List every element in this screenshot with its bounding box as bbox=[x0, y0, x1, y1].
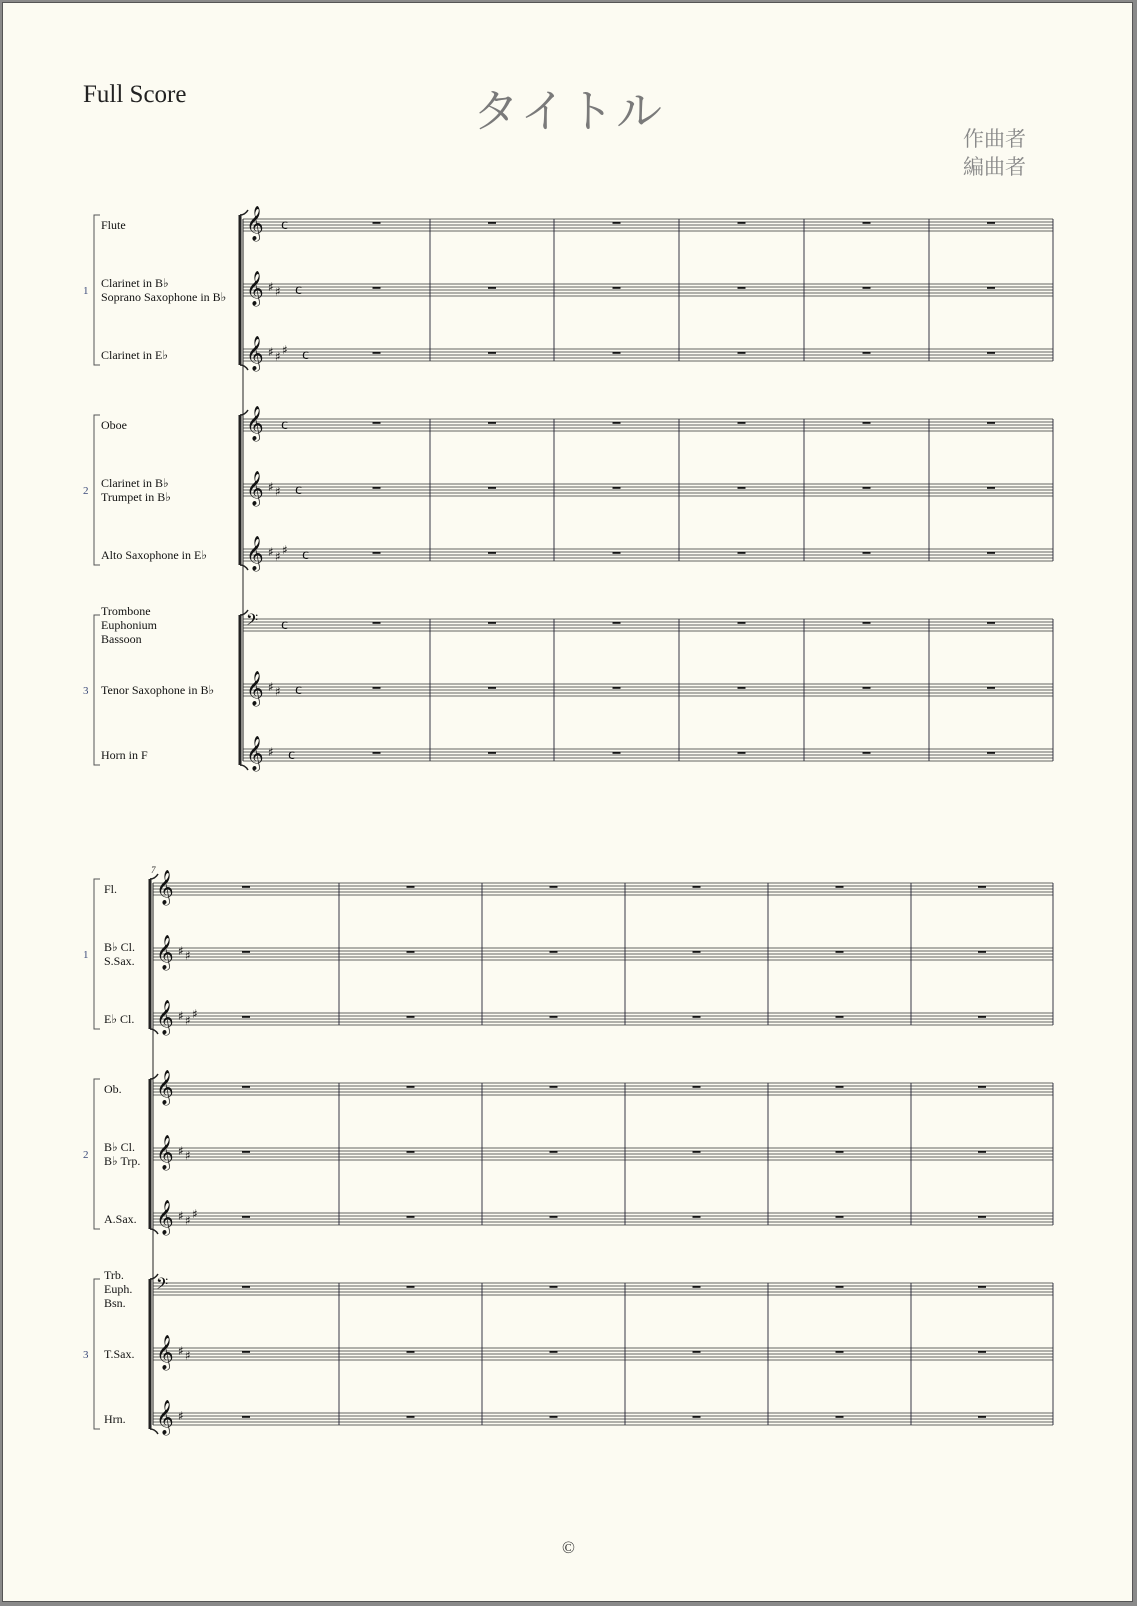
whole-rest bbox=[693, 1086, 701, 1088]
whole-rest bbox=[836, 1151, 844, 1153]
treble-clef: 𝄞 bbox=[246, 536, 264, 571]
whole-rest bbox=[407, 1151, 415, 1153]
composer-name: 作曲者 bbox=[963, 127, 1026, 151]
whole-rest bbox=[978, 886, 986, 888]
whole-rest bbox=[863, 222, 871, 224]
whole-rest bbox=[738, 287, 746, 289]
instrument-name: Trumpet in B♭ bbox=[101, 490, 171, 504]
time-signature: c bbox=[288, 748, 296, 763]
key-sharp: ♯ bbox=[275, 284, 281, 299]
instrument-name: Trb. bbox=[104, 1268, 124, 1282]
whole-rest bbox=[978, 1216, 986, 1218]
whole-rest bbox=[836, 1416, 844, 1418]
group-brace bbox=[94, 215, 100, 365]
whole-rest bbox=[978, 1286, 986, 1288]
instrument-name: E♭ Cl. bbox=[104, 1012, 135, 1026]
key-sharp: ♯ bbox=[268, 680, 274, 694]
measure-number: 7 bbox=[151, 865, 156, 875]
treble-clef: 𝄞 bbox=[156, 1335, 174, 1370]
group-brace bbox=[94, 615, 100, 765]
whole-rest bbox=[738, 352, 746, 354]
whole-rest bbox=[373, 222, 381, 224]
whole-rest bbox=[488, 752, 496, 754]
time-signature: c bbox=[281, 418, 289, 433]
treble-clef: 𝄞 bbox=[156, 1400, 174, 1435]
copyright-mark: © bbox=[562, 1538, 575, 1557]
instrument-name: Tenor Saxophone in B♭ bbox=[101, 683, 215, 697]
whole-rest bbox=[550, 1016, 558, 1018]
key-sharp: ♯ bbox=[178, 1144, 184, 1158]
instrument-name: Clarinet in B♭ bbox=[101, 276, 169, 290]
whole-rest bbox=[987, 222, 995, 224]
whole-rest bbox=[488, 622, 496, 624]
key-sharp: ♯ bbox=[275, 549, 281, 564]
whole-rest bbox=[693, 1351, 701, 1353]
group-number: 1 bbox=[83, 285, 89, 297]
key-sharp: ♯ bbox=[268, 545, 274, 559]
whole-rest bbox=[978, 951, 986, 953]
whole-rest bbox=[863, 687, 871, 689]
whole-rest bbox=[863, 487, 871, 489]
arranger-name: 編曲者 bbox=[963, 155, 1026, 179]
instrument-name: B♭ Cl. bbox=[104, 1140, 136, 1154]
whole-rest bbox=[242, 1086, 250, 1088]
whole-rest bbox=[488, 287, 496, 289]
whole-rest bbox=[550, 951, 558, 953]
time-signature: c bbox=[295, 283, 303, 298]
whole-rest bbox=[836, 1216, 844, 1218]
whole-rest bbox=[836, 1086, 844, 1088]
instrument-name: Bsn. bbox=[104, 1296, 126, 1310]
whole-rest bbox=[488, 352, 496, 354]
whole-rest bbox=[242, 1216, 250, 1218]
group-brace bbox=[94, 1079, 100, 1229]
whole-rest bbox=[242, 951, 250, 953]
whole-rest bbox=[613, 622, 621, 624]
group-number: 2 bbox=[83, 485, 89, 497]
instrument-name: Hrn. bbox=[104, 1412, 126, 1426]
key-sharp: ♯ bbox=[178, 1209, 184, 1223]
whole-rest bbox=[550, 1216, 558, 1218]
score-title: タイトル bbox=[472, 84, 665, 138]
key-sharp: ♯ bbox=[178, 1344, 184, 1358]
key-sharp: ♯ bbox=[268, 480, 274, 494]
instrument-name: T.Sax. bbox=[104, 1347, 135, 1361]
whole-rest bbox=[373, 287, 381, 289]
whole-rest bbox=[407, 1351, 415, 1353]
whole-rest bbox=[550, 1151, 558, 1153]
whole-rest bbox=[987, 487, 995, 489]
key-sharp: ♯ bbox=[192, 1207, 198, 1221]
treble-clef: 𝄞 bbox=[156, 1200, 174, 1235]
instrument-name: B♭ Trp. bbox=[104, 1154, 141, 1168]
whole-rest bbox=[836, 1016, 844, 1018]
whole-rest bbox=[613, 222, 621, 224]
whole-rest bbox=[613, 287, 621, 289]
whole-rest bbox=[550, 1086, 558, 1088]
whole-rest bbox=[373, 687, 381, 689]
whole-rest bbox=[738, 222, 746, 224]
group-number: 1 bbox=[83, 949, 89, 961]
whole-rest bbox=[488, 422, 496, 424]
whole-rest bbox=[978, 1416, 986, 1418]
whole-rest bbox=[373, 352, 381, 354]
whole-rest bbox=[987, 622, 995, 624]
instrument-name: Euphonium bbox=[101, 618, 157, 632]
instrument-name: Soprano Saxophone in B♭ bbox=[101, 290, 227, 304]
whole-rest bbox=[978, 1086, 986, 1088]
whole-rest bbox=[550, 886, 558, 888]
whole-rest bbox=[693, 1286, 701, 1288]
treble-clef: 𝄞 bbox=[246, 671, 264, 706]
key-sharp: ♯ bbox=[282, 343, 288, 357]
whole-rest bbox=[373, 552, 381, 554]
instrument-name: Clarinet in E♭ bbox=[101, 348, 168, 362]
key-sharp: ♯ bbox=[178, 1409, 184, 1423]
whole-rest bbox=[488, 687, 496, 689]
whole-rest bbox=[863, 752, 871, 754]
group-brace bbox=[94, 415, 100, 565]
score-page bbox=[2, 2, 1133, 1602]
time-signature: c bbox=[302, 348, 310, 363]
whole-rest bbox=[863, 422, 871, 424]
bass-clef: 𝄢 bbox=[156, 1275, 169, 1297]
whole-rest bbox=[407, 886, 415, 888]
key-sharp: ♯ bbox=[275, 484, 281, 499]
instrument-name: Flute bbox=[101, 218, 126, 232]
whole-rest bbox=[693, 1416, 701, 1418]
instrument-name: Alto Saxophone in E♭ bbox=[101, 548, 207, 562]
key-sharp: ♯ bbox=[185, 1013, 191, 1028]
instrument-name: Oboe bbox=[101, 418, 127, 432]
whole-rest bbox=[738, 622, 746, 624]
treble-clef: 𝄞 bbox=[246, 471, 264, 506]
time-signature: c bbox=[302, 548, 310, 563]
group-brace bbox=[94, 879, 100, 1029]
key-sharp: ♯ bbox=[178, 1009, 184, 1023]
group-number: 3 bbox=[83, 685, 89, 697]
whole-rest bbox=[550, 1286, 558, 1288]
instrument-name: Ob. bbox=[104, 1082, 122, 1096]
key-sharp: ♯ bbox=[192, 1007, 198, 1021]
whole-rest bbox=[738, 487, 746, 489]
treble-clef: 𝄞 bbox=[246, 336, 264, 371]
whole-rest bbox=[836, 1286, 844, 1288]
whole-rest bbox=[373, 487, 381, 489]
instrument-name: B♭ Cl. bbox=[104, 940, 136, 954]
whole-rest bbox=[738, 552, 746, 554]
whole-rest bbox=[407, 1216, 415, 1218]
treble-clef: 𝄞 bbox=[246, 206, 264, 241]
whole-rest bbox=[613, 422, 621, 424]
whole-rest bbox=[836, 886, 844, 888]
whole-rest bbox=[738, 687, 746, 689]
instrument-name: Horn in F bbox=[101, 748, 148, 762]
whole-rest bbox=[488, 222, 496, 224]
whole-rest bbox=[693, 1151, 701, 1153]
treble-clef: 𝄞 bbox=[156, 935, 174, 970]
whole-rest bbox=[488, 487, 496, 489]
treble-clef: 𝄞 bbox=[156, 1000, 174, 1035]
whole-rest bbox=[987, 552, 995, 554]
whole-rest bbox=[693, 951, 701, 953]
instrument-name: Fl. bbox=[104, 882, 118, 896]
whole-rest bbox=[407, 1416, 415, 1418]
whole-rest bbox=[613, 352, 621, 354]
whole-rest bbox=[987, 687, 995, 689]
key-sharp: ♯ bbox=[268, 345, 274, 359]
instrument-name: Euph. bbox=[104, 1282, 133, 1296]
whole-rest bbox=[613, 487, 621, 489]
whole-rest bbox=[863, 552, 871, 554]
whole-rest bbox=[550, 1416, 558, 1418]
treble-clef: 𝄞 bbox=[246, 271, 264, 306]
key-sharp: ♯ bbox=[178, 944, 184, 958]
whole-rest bbox=[693, 1216, 701, 1218]
whole-rest bbox=[613, 552, 621, 554]
treble-clef: 𝄞 bbox=[156, 1070, 174, 1105]
whole-rest bbox=[613, 687, 621, 689]
time-signature: c bbox=[281, 218, 289, 233]
instrument-name: Bassoon bbox=[101, 632, 142, 646]
whole-rest bbox=[987, 422, 995, 424]
whole-rest bbox=[693, 886, 701, 888]
whole-rest bbox=[550, 1351, 558, 1353]
whole-rest bbox=[488, 552, 496, 554]
whole-rest bbox=[978, 1151, 986, 1153]
key-sharp: ♯ bbox=[275, 349, 281, 364]
whole-rest bbox=[978, 1351, 986, 1353]
whole-rest bbox=[242, 886, 250, 888]
treble-clef: 𝄞 bbox=[156, 870, 174, 905]
whole-rest bbox=[987, 752, 995, 754]
time-signature: c bbox=[295, 483, 303, 498]
key-sharp: ♯ bbox=[185, 948, 191, 963]
bass-clef: 𝄢 bbox=[246, 611, 259, 633]
score-label: Full Score bbox=[83, 81, 187, 108]
whole-rest bbox=[987, 352, 995, 354]
whole-rest bbox=[242, 1416, 250, 1418]
whole-rest bbox=[863, 352, 871, 354]
key-sharp: ♯ bbox=[275, 684, 281, 699]
whole-rest bbox=[407, 951, 415, 953]
whole-rest bbox=[693, 1016, 701, 1018]
instrument-name: Trombone bbox=[101, 604, 151, 618]
whole-rest bbox=[738, 752, 746, 754]
key-sharp: ♯ bbox=[185, 1348, 191, 1363]
whole-rest bbox=[407, 1286, 415, 1288]
instrument-name: Clarinet in B♭ bbox=[101, 476, 169, 490]
key-sharp: ♯ bbox=[185, 1213, 191, 1228]
whole-rest bbox=[863, 622, 871, 624]
whole-rest bbox=[242, 1286, 250, 1288]
instrument-name: A.Sax. bbox=[104, 1212, 137, 1226]
whole-rest bbox=[978, 1016, 986, 1018]
whole-rest bbox=[373, 422, 381, 424]
instrument-name: S.Sax. bbox=[104, 954, 135, 968]
group-number: 2 bbox=[83, 1149, 89, 1161]
whole-rest bbox=[407, 1086, 415, 1088]
whole-rest bbox=[373, 752, 381, 754]
whole-rest bbox=[373, 622, 381, 624]
group-brace bbox=[94, 1279, 100, 1429]
whole-rest bbox=[242, 1016, 250, 1018]
key-sharp: ♯ bbox=[282, 543, 288, 557]
whole-rest bbox=[987, 287, 995, 289]
group-number: 3 bbox=[83, 1349, 89, 1361]
treble-clef: 𝄞 bbox=[156, 1135, 174, 1170]
treble-clef: 𝄞 bbox=[246, 406, 264, 441]
whole-rest bbox=[836, 1351, 844, 1353]
whole-rest bbox=[242, 1351, 250, 1353]
key-sharp: ♯ bbox=[185, 1148, 191, 1163]
score-staves bbox=[3, 3, 1134, 1603]
key-sharp: ♯ bbox=[268, 745, 274, 759]
whole-rest bbox=[863, 287, 871, 289]
time-signature: c bbox=[295, 683, 303, 698]
whole-rest bbox=[836, 951, 844, 953]
time-signature: c bbox=[281, 618, 289, 633]
whole-rest bbox=[407, 1016, 415, 1018]
whole-rest bbox=[738, 422, 746, 424]
whole-rest bbox=[242, 1151, 250, 1153]
key-sharp: ♯ bbox=[268, 280, 274, 294]
whole-rest bbox=[613, 752, 621, 754]
treble-clef: 𝄞 bbox=[246, 736, 264, 771]
